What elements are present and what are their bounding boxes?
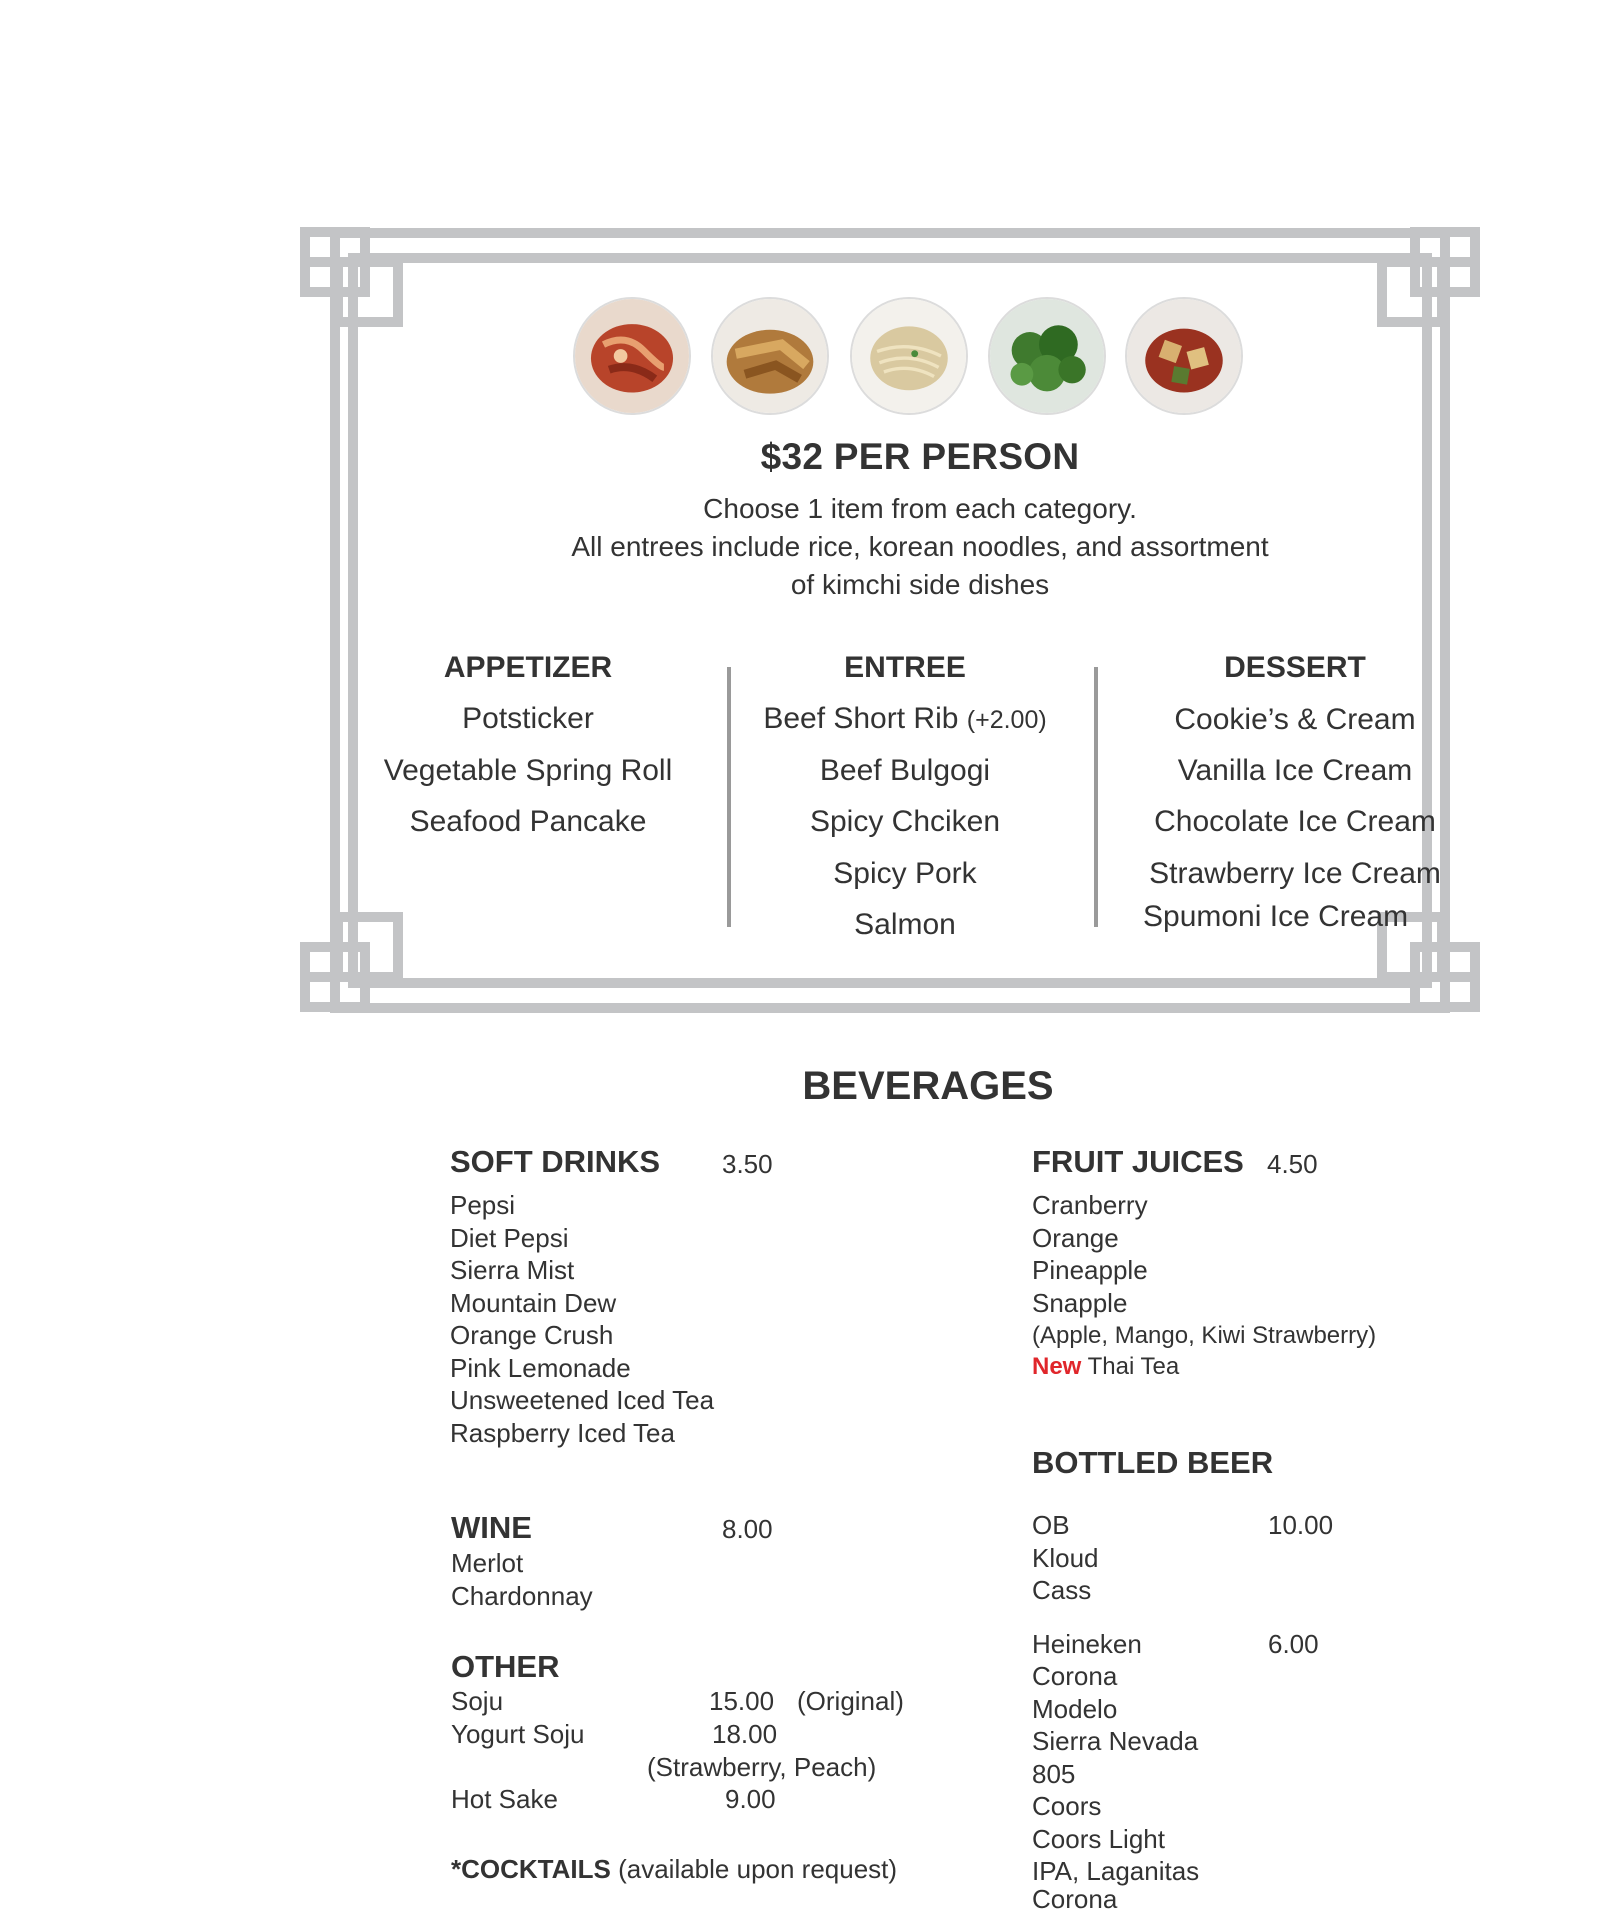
entree-heading: ENTREE — [844, 651, 966, 684]
wine-item: Merlot — [451, 1548, 524, 1578]
broccoli-icon — [988, 297, 1106, 415]
soft-drinks-heading: SOFT DRINKS — [450, 1144, 661, 1179]
beer-price: 10.00 — [1268, 1510, 1334, 1540]
beer-item: Modelo — [1032, 1694, 1118, 1724]
dessert-heading: DESSERT — [1224, 651, 1366, 684]
appetizer-heading: APPETIZER — [443, 651, 613, 684]
dessert-item: Spumoni Ice Cream — [1143, 900, 1409, 933]
cocktails-line — [451, 1854, 897, 1885]
beer-item: Cass — [1032, 1575, 1092, 1605]
fruit-juice-item: Orange — [1032, 1223, 1119, 1253]
fruit-juice-new-item: New Thai Tea — [1032, 1353, 1180, 1380]
soft-drink-item: Raspberry Iced Tea — [450, 1418, 675, 1448]
entree-item: Beef Bulgogi — [819, 754, 991, 787]
wine-price: 8.00 — [722, 1514, 773, 1544]
other-item-price: 18.00 — [712, 1719, 778, 1749]
price-surcharge-note: (+2.00) — [966, 706, 1047, 734]
entree-item: Spicy Chciken — [809, 805, 1001, 838]
cocktails-note: (available upon request) — [618, 1854, 898, 1884]
cocktails-label: *COCKTAILS — [451, 1854, 611, 1884]
soft-drink-item: Diet Pepsi — [450, 1223, 569, 1253]
other-heading: OTHER — [451, 1649, 560, 1684]
beer-item: Kloud — [1032, 1543, 1099, 1573]
other-item-name: Hot Sake — [451, 1784, 558, 1814]
wine-heading: WINE — [451, 1510, 532, 1545]
beer-item: Corona — [1032, 1884, 1118, 1914]
dessert-item: Vanilla Ice Cream — [1177, 754, 1413, 787]
dessert-item: Chocolate Ice Cream — [1154, 805, 1436, 838]
other-item-name: Yogurt Soju — [451, 1719, 585, 1749]
entree-item: Spicy Pork — [833, 857, 977, 890]
beer-item: Coors Light — [1032, 1824, 1165, 1854]
intro-line-1: Choose 1 item from each category. — [703, 493, 1137, 524]
noodles-icon — [850, 297, 968, 415]
soft-drink-item: Orange Crush — [450, 1320, 614, 1350]
bottled-beer-heading: BOTTLED BEER — [1032, 1445, 1274, 1480]
other-item-price: 9.00 — [725, 1784, 776, 1814]
other-item-note: (Original) — [797, 1686, 904, 1716]
beer-item: Coors — [1032, 1791, 1102, 1821]
beverages-title: BEVERAGES — [802, 1064, 1054, 1108]
beer-item: 805 — [1032, 1759, 1076, 1789]
soft-drink-item: Unsweetened Iced Tea — [450, 1385, 715, 1415]
beer-item: Corona — [1032, 1661, 1118, 1691]
fruit-juice-item: Snapple — [1032, 1288, 1128, 1318]
beer-item: OB — [1032, 1510, 1070, 1540]
kimchi-icon — [573, 297, 691, 415]
dessert-item: Strawberry Ice Cream — [1149, 857, 1441, 890]
fruit-juice-item: Pineapple — [1032, 1255, 1148, 1285]
fruit-juices-price: 4.50 — [1267, 1149, 1318, 1179]
appetizer-item: Potsticker — [462, 702, 594, 735]
beer-item: Sierra Nevada — [1032, 1726, 1199, 1756]
fruit-juice-flavors: (Apple, Mango, Kiwi Strawberry) — [1032, 1322, 1377, 1349]
intro-line-2: All entrees include rice, korean noodles, and assortment — [571, 531, 1269, 562]
new-badge: New — [1032, 1353, 1082, 1380]
appetizer-item: Vegetable Spring Roll — [383, 754, 673, 787]
soft-drinks-price: 3.50 — [722, 1149, 773, 1179]
intro-line-3: of kimchi side dishes — [790, 569, 1050, 600]
wine-item: Chardonnay — [451, 1581, 593, 1611]
appetizer-item: Seafood Pancake — [409, 805, 647, 838]
cucumber-kimchi-icon — [1125, 297, 1243, 415]
dessert-item: Cookie’s & Cream — [1174, 703, 1416, 736]
column-divider — [727, 667, 731, 927]
beer-item: Heineken — [1032, 1629, 1142, 1659]
fish-cake-icon — [711, 297, 829, 415]
soft-drink-item: Sierra Mist — [450, 1255, 575, 1285]
other-item-name: Soju — [451, 1686, 504, 1716]
fruit-juices-heading: FRUIT JUICES — [1032, 1144, 1244, 1179]
fruit-juice-item: Cranberry — [1032, 1190, 1148, 1220]
entree-item: Salmon — [854, 908, 956, 941]
soft-drink-item: Pink Lemonade — [450, 1353, 631, 1383]
other-item-price: 15.00 — [709, 1686, 775, 1716]
soft-drink-item: Mountain Dew — [450, 1288, 617, 1318]
column-divider — [1094, 667, 1098, 927]
entree-item: Beef Short Rib (+2.00) — [763, 702, 1047, 735]
beer-price: 6.00 — [1268, 1629, 1319, 1659]
other-item-note: (Strawberry, Peach) — [647, 1752, 877, 1782]
price-title: $32 PER PERSON — [760, 436, 1080, 477]
soft-drink-item: Pepsi — [450, 1190, 516, 1220]
beer-item: IPA, Laganitas — [1032, 1856, 1200, 1886]
